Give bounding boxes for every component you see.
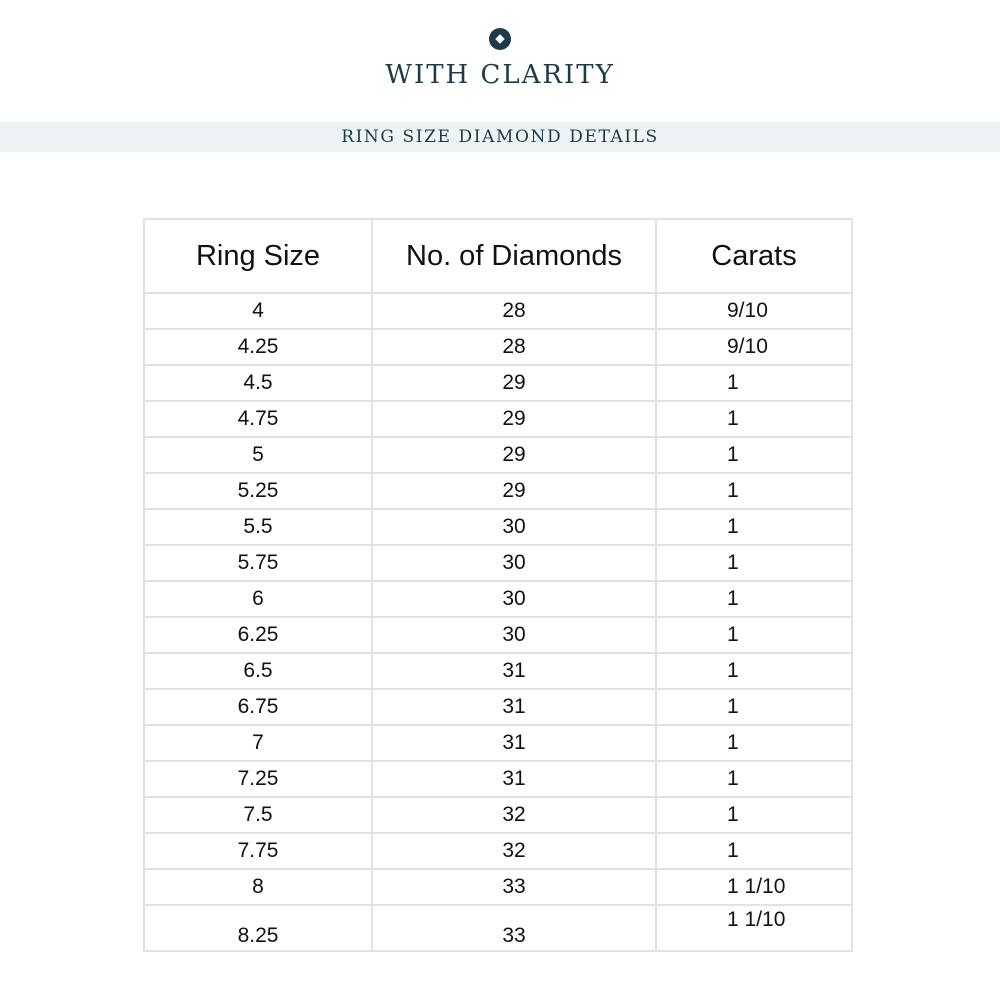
- cell-ring-size: 7.5: [144, 797, 372, 833]
- table-row: [144, 833, 852, 869]
- table-row: [144, 437, 852, 473]
- table-row: [144, 509, 852, 545]
- table-row: [144, 293, 852, 329]
- cell-diamond-count: 29: [372, 473, 656, 509]
- table-row: [144, 869, 852, 905]
- table-row: [144, 761, 852, 797]
- column-header-carats: Carats: [656, 219, 852, 293]
- cell-diamond-count: 30: [372, 581, 656, 617]
- table-row: [144, 329, 852, 365]
- brand-name: WITH CLARITY: [385, 60, 615, 90]
- cell-carats: 1: [656, 617, 852, 653]
- cell-diamond-count: 33: [372, 905, 656, 951]
- cell-ring-size: 4.75: [144, 401, 372, 437]
- cell-carats: 9/10: [656, 329, 852, 365]
- cell-diamond-count: 29: [372, 365, 656, 401]
- cell-carats: 9/10: [656, 293, 852, 329]
- cell-ring-size: 5.75: [144, 545, 372, 581]
- cell-diamond-count: 28: [372, 293, 656, 329]
- page-subtitle: RING SIZE DIAMOND DETAILS: [0, 122, 1000, 152]
- cell-ring-size: 8: [144, 869, 372, 905]
- cell-ring-size: 6.75: [144, 689, 372, 725]
- cell-carats: 1: [656, 833, 852, 869]
- cell-diamond-count: 31: [372, 761, 656, 797]
- cell-ring-size: 6.5: [144, 653, 372, 689]
- brand-logo: [0, 28, 1000, 55]
- table-row: [144, 545, 852, 581]
- cell-carats: 1: [656, 581, 852, 617]
- cell-carats: 1: [656, 725, 852, 761]
- cell-ring-size: 5: [144, 437, 372, 473]
- table-row: [144, 401, 852, 437]
- table-row: [144, 653, 852, 689]
- cell-diamond-count: 33: [372, 869, 656, 905]
- cell-ring-size: 7: [144, 725, 372, 761]
- cell-carats: 1: [656, 365, 852, 401]
- cell-ring-size: 5.25: [144, 473, 372, 509]
- cell-diamond-count: 31: [372, 689, 656, 725]
- table-header-row: [144, 219, 852, 293]
- cell-diamond-count: 29: [372, 401, 656, 437]
- cell-ring-size: 7.25: [144, 761, 372, 797]
- cell-carats: 1: [656, 437, 852, 473]
- cell-diamond-count: 30: [372, 509, 656, 545]
- cell-ring-size: 7.75: [144, 833, 372, 869]
- cell-diamond-count: 31: [372, 725, 656, 761]
- table-row: [144, 689, 852, 725]
- diamond-circle-icon: [489, 28, 511, 50]
- cell-carats: 1: [656, 401, 852, 437]
- table-row: [144, 617, 852, 653]
- cell-diamond-count: 30: [372, 545, 656, 581]
- column-header-diamond-count: No. of Diamonds: [372, 219, 656, 293]
- cell-ring-size: 6: [144, 581, 372, 617]
- cell-ring-size: 4.5: [144, 365, 372, 401]
- table-row: [144, 581, 852, 617]
- cell-carats: 1 1/10: [656, 869, 852, 905]
- cell-diamond-count: 32: [372, 797, 656, 833]
- cell-carats: 1: [656, 545, 852, 581]
- cell-ring-size: 4: [144, 293, 372, 329]
- cell-carats: 1: [656, 653, 852, 689]
- table-row: [144, 905, 852, 951]
- table-body: [144, 293, 852, 951]
- table-row: [144, 797, 852, 833]
- table-row: [144, 473, 852, 509]
- cell-diamond-count: 32: [372, 833, 656, 869]
- cell-carats: 1: [656, 797, 852, 833]
- cell-diamond-count: 28: [372, 329, 656, 365]
- cell-carats: 1: [656, 761, 852, 797]
- cell-ring-size: 8.25: [144, 905, 372, 951]
- cell-ring-size: 6.25: [144, 617, 372, 653]
- cell-carats: 1: [656, 473, 852, 509]
- ring-size-table: [143, 218, 853, 952]
- cell-carats: 1: [656, 509, 852, 545]
- column-header-ring-size: Ring Size: [144, 219, 372, 293]
- cell-ring-size: 4.25: [144, 329, 372, 365]
- ring-size-table-container: [143, 218, 851, 952]
- cell-carats: 1: [656, 689, 852, 725]
- cell-carats: 1 1/10: [656, 905, 852, 951]
- table-row: [144, 725, 852, 761]
- cell-diamond-count: 31: [372, 653, 656, 689]
- cell-ring-size: 5.5: [144, 509, 372, 545]
- table-row: [144, 365, 852, 401]
- cell-diamond-count: 30: [372, 617, 656, 653]
- cell-diamond-count: 29: [372, 437, 656, 473]
